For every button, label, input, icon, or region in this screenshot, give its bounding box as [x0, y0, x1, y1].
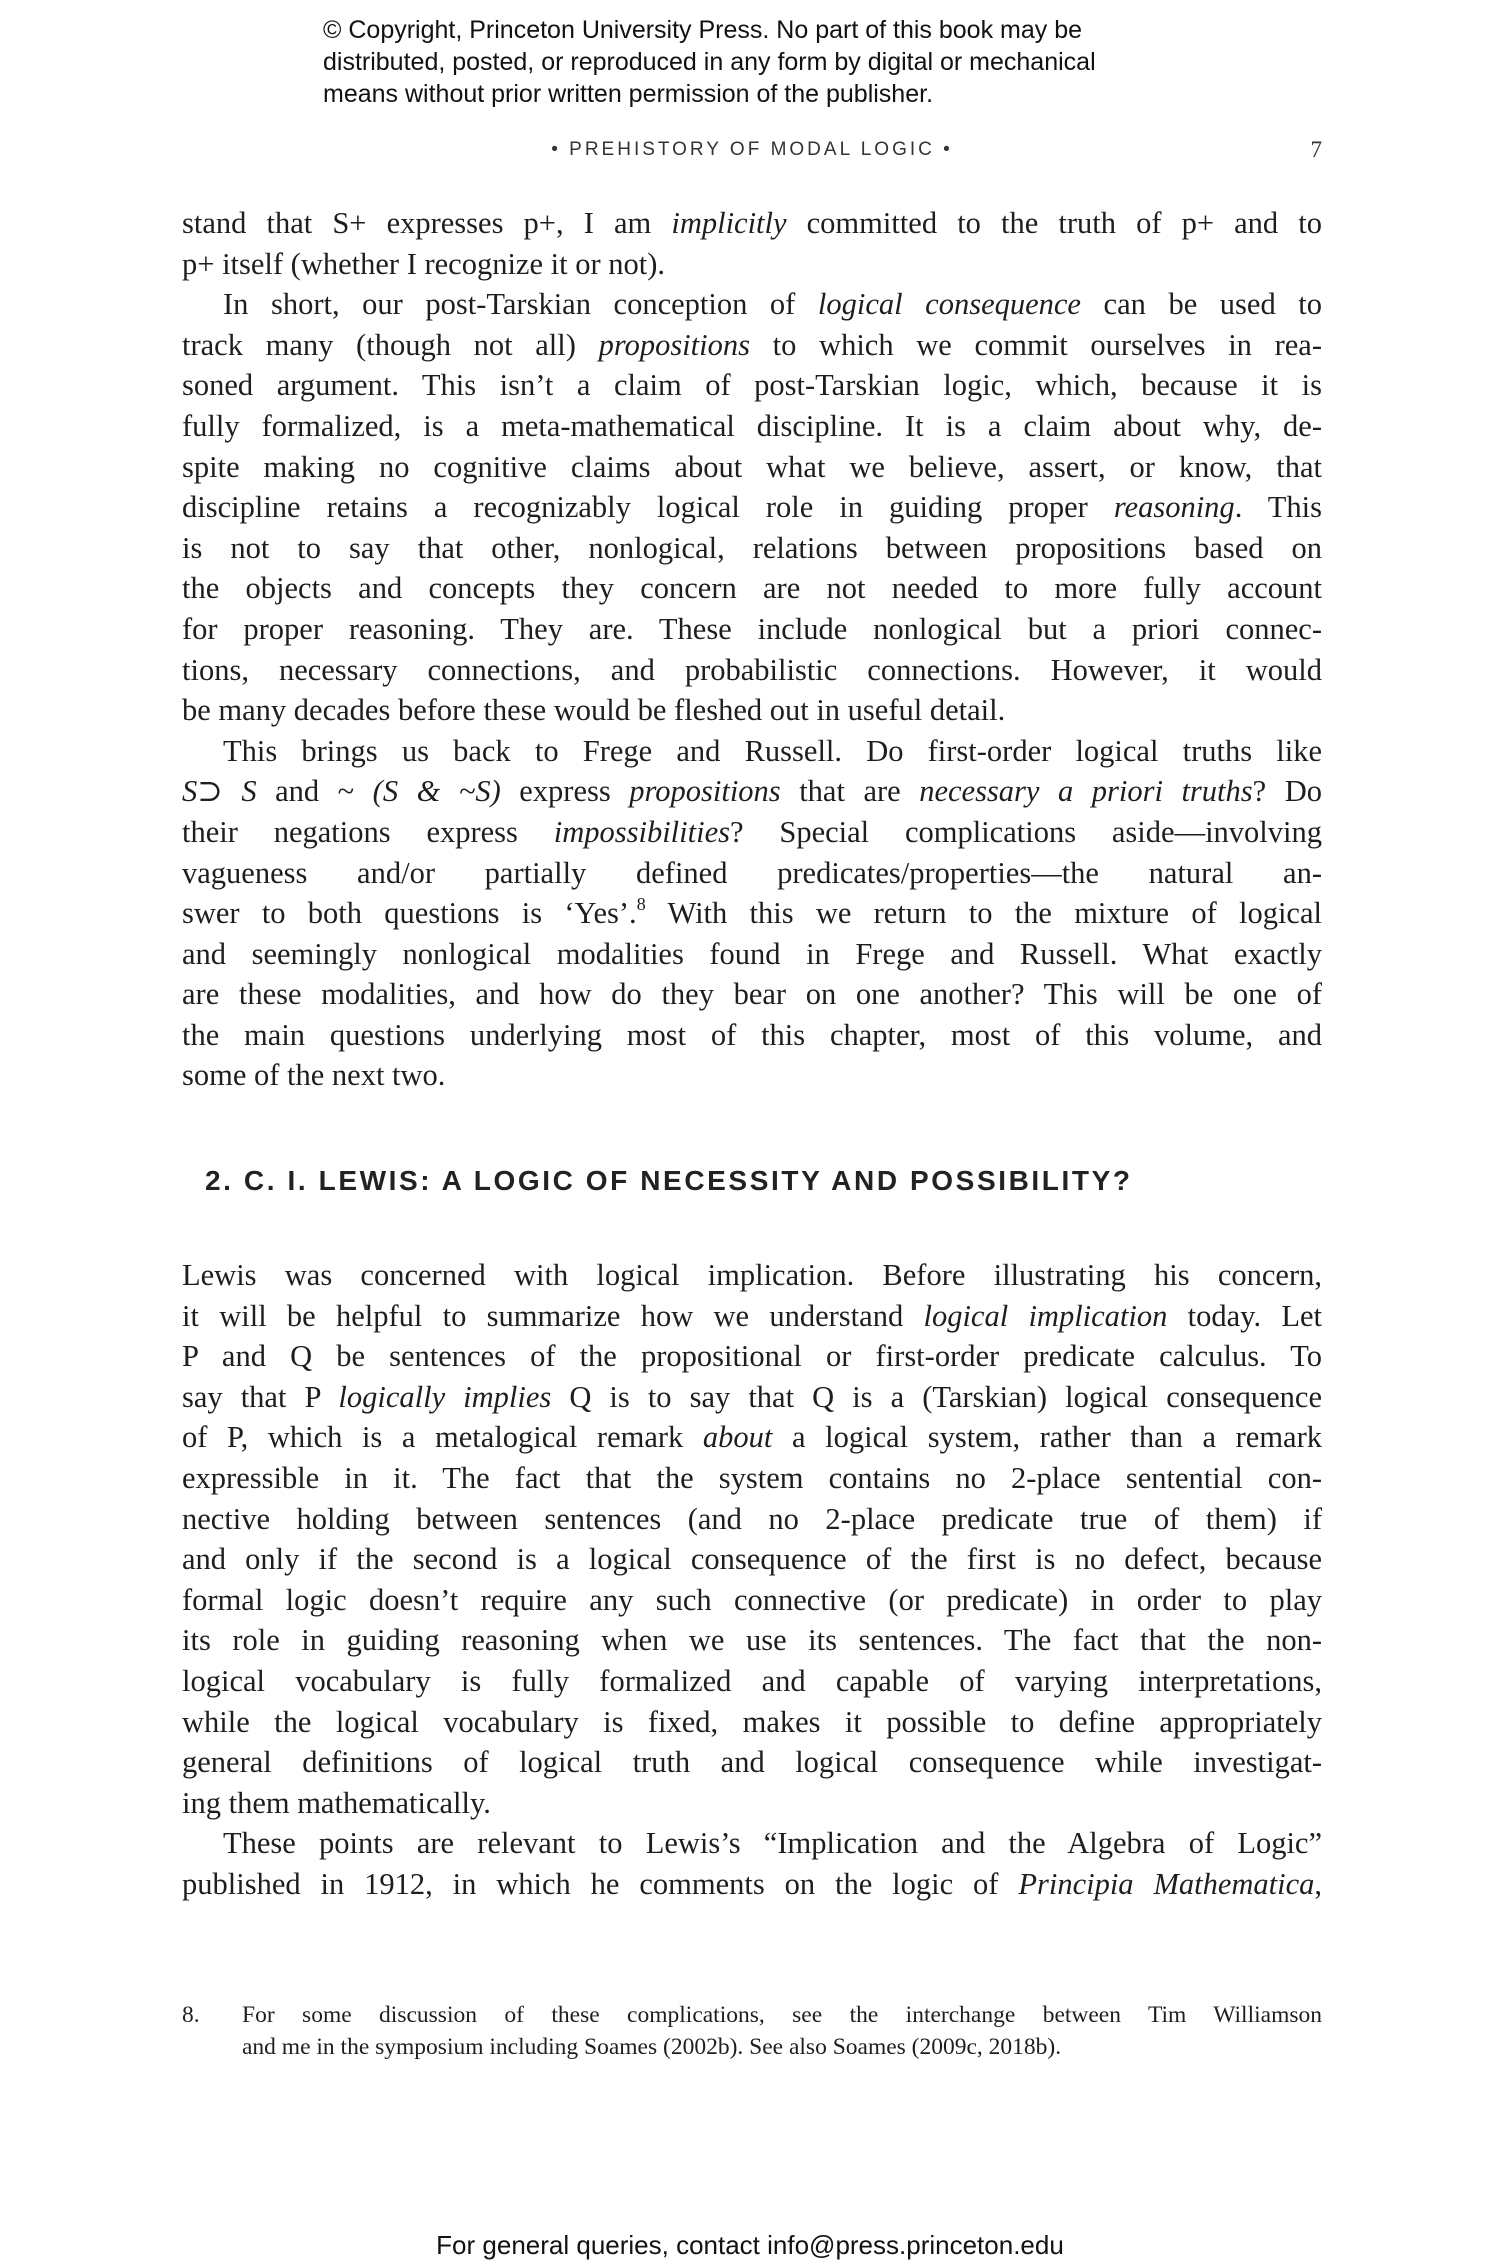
- running-head: [182, 139, 1322, 169]
- text-line: discipline retains a recognizably logical role in guiding proper reasoning. This: [182, 490, 1322, 525]
- copyright-line: means without prior written permission of the publisher.: [323, 80, 934, 108]
- text-line: track many (though not all) propositions to which we commit ourselves in rea-: [182, 327, 1322, 362]
- text-line: nective holding between sentences (and no 2-place predicate true of them) if: [182, 1501, 1322, 1536]
- body-text-section-2: [182, 1255, 1322, 1905]
- text-line: are these modalities, and how do they bear on one another? This will be one of: [182, 977, 1322, 1012]
- text-line: This brings us back to Frege and Russell. Do first-order logical truths like: [223, 733, 1322, 768]
- footnote-line: and me in the symposium including Soames (2002b). See also Soames (2009c, 2018b).: [242, 2034, 1062, 2060]
- text-line: stand that S+ expresses p+, I am implicitly committed to the truth of p+ and to: [182, 206, 1322, 240]
- text-line: p+ itself (whether I recognize it or not).: [182, 246, 665, 281]
- text-line: be many decades before these would be fleshed out in useful detail.: [182, 693, 1006, 728]
- text-line: soned argument. This isn’t a claim of post-Tarskian logic, which, because it is: [182, 368, 1322, 403]
- footnote: [182, 1999, 1322, 2063]
- footnote-line: For some discussion of these complications, see the interchange between Tim Williamson: [242, 2002, 1322, 2028]
- copyright-line: distributed, posted, or reproduced in any form by digital or mechanical: [323, 48, 1096, 76]
- text-line: while the logical vocabulary is fixed, makes it possible to define appropriately: [182, 1704, 1322, 1739]
- text-line: P and Q be sentences of the propositional or first-order predicate calculus. To: [182, 1339, 1322, 1374]
- section-heading: 2. C. I. LEWIS: A LOGIC OF NECESSITY AND POSSIBILITY?: [205, 1165, 1133, 1196]
- text-line: In short, our post-Tarskian conception of logical consequence can be used to: [223, 287, 1322, 322]
- text-line: swer to both questions is ‘Yes’.$^8$ With this we return to the mixture of logical: [182, 894, 1322, 931]
- text-line: of P, which is a metalogical remark about a logical system, rather than a remark: [182, 1420, 1322, 1455]
- text-line: general definitions of logical truth and logical consequence while investigat-: [182, 1745, 1322, 1780]
- text-line: tions, necessary connections, and probabilistic connections. However, it would: [182, 652, 1322, 687]
- text-line: their negations express impossibilities? Special complications aside—involving: [182, 814, 1322, 849]
- footer-contact: For general queries, contact info@press.princeton.edu: [436, 2230, 1064, 2260]
- text-line: published in 1912, in which he comments on the logic of Principia Mathematica,: [182, 1866, 1322, 1901]
- page-number: 7: [1310, 137, 1322, 162]
- text-line: and seemingly nonlogical modalities found in Frege and Russell. What exactly: [182, 936, 1322, 971]
- body-text-section-1: [182, 203, 1322, 1096]
- text-line: is not to say that other, nonlogical, relations between propositions based on: [182, 530, 1322, 565]
- running-head-title: • PREHISTORY OF MODAL LOGIC •: [551, 139, 953, 160]
- text-line: and only if the second is a logical consequence of the first is no defect, because: [182, 1542, 1322, 1577]
- text-line: ing them mathematically.: [182, 1785, 491, 1820]
- copyright-line: © Copyright, Princeton University Press. No part of this book may be: [323, 16, 1083, 44]
- text-line: the objects and concepts they concern are not needed to more fully account: [182, 571, 1322, 606]
- text-line: expressible in it. The fact that the system contains no 2-place sentential con-: [182, 1460, 1322, 1495]
- footnote-number: 8.: [182, 2002, 200, 2028]
- text-line: Lewis was concerned with logical implication. Before illustrating his concern,: [182, 1258, 1322, 1292]
- text-line: S⊃ S and ~ (S & ~S) express propositions that are necessary a priori truths? Do: [182, 774, 1322, 809]
- footnote-ref: 8: [636, 894, 646, 915]
- copyright-notice: [323, 14, 1223, 110]
- text-line: fully formalized, is a meta-mathematical discipline. It is a claim about why, de-: [182, 408, 1322, 443]
- text-line: the main questions underlying most of this chapter, most of this volume, and: [182, 1017, 1322, 1052]
- text-line: logical vocabulary is fully formalized and capable of varying interpretations,: [182, 1663, 1322, 1698]
- text-line: spite making no cognitive claims about what we believe, assert, or know, that: [182, 449, 1322, 484]
- text-line: These points are relevant to Lewis’s “Implication and the Algebra of Logic”: [223, 1826, 1322, 1861]
- text-line: for proper reasoning. They are. These include nonlogical but a priori connec-: [182, 611, 1322, 646]
- text-line: it will be helpful to summarize how we understand logical implication today. Let: [182, 1298, 1322, 1333]
- text-line: its role in guiding reasoning when we use its sentences. The fact that the non-: [182, 1623, 1322, 1658]
- text-line: some of the next two.: [182, 1058, 446, 1093]
- text-line: vagueness and/or partially defined predicates/properties—the natural an-: [182, 855, 1322, 890]
- text-line: formal logic doesn’t require any such connective (or predicate) in order to play: [182, 1582, 1322, 1617]
- text-line: say that P logically implies Q is to say that Q is a (Tarskian) logical consequence: [182, 1379, 1322, 1414]
